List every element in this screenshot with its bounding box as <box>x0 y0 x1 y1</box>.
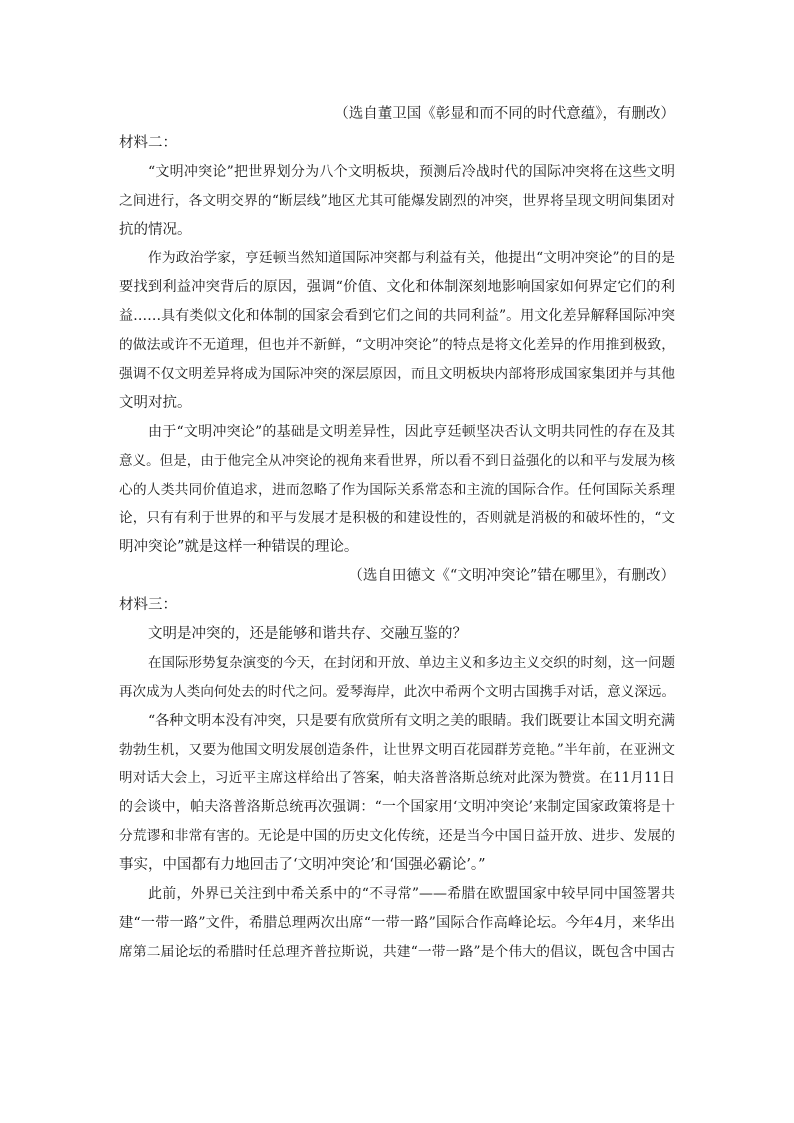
paragraph-line: “各种文明本没有冲突，只是要有欣赏所有文明之美的眼睛。我们既要让本国文明充满 <box>148 712 675 729</box>
paragraph-line: 作为政治学家，亨廷顿当然知道国际冲突都与利益有关，他提出“文明冲突论”的目的是 <box>148 250 675 267</box>
source-citation: （选自田德文《“文明冲突论”错在哪里》，有删改） <box>348 568 675 585</box>
paragraph-line: 强调不仅文明差异将成为国际冲突的深层原因，而且文明板块内部将形成国家集团并与其他 <box>119 366 675 383</box>
paragraph-line: 益……具有类似文化和体制的国家会看到它们之间的共同利益”。用文化差异解释国际冲突 <box>119 308 675 325</box>
section-heading: 材料二： <box>119 134 177 151</box>
paragraph-line: 事实，中国都有力地回击了‘文明冲突论’和‘国强必霸论’。” <box>119 857 486 874</box>
paragraph-line: 由于“文明冲突论”的基础是文明差异性，因此亨廷顿坚决否认文明共同性的存在及其 <box>148 423 675 440</box>
paragraph-line: 要找到利益冲突背后的原因，强调“价值、文化和体制深刻地影响国家如何界定它们的利 <box>119 279 675 296</box>
paragraph-line: 勃勃生机，又要为他国文明发展创造条件，让世界文明百花园群芳竞艳。”半年前，在亚洲文 <box>119 741 675 758</box>
paragraph-line: 心的人类共同价值追求，进而忽略了作为国际关系常态和主流的国际合作。任何国际关系理 <box>119 481 675 498</box>
paragraph-line: 此前，外界已关注到中希关系中的“不寻常”——希腊在欧盟国家中较早同中国签署共 <box>148 886 675 903</box>
paragraph-line: 明冲突论”就是这样一种错误的理论。 <box>119 539 359 556</box>
paragraph-line: 建“一带一路”文件，希腊总理两次出席“一带一路”国际合作高峰论坛。今年4月，来华出 <box>119 914 675 931</box>
paragraph-line: 论，只有有利于世界的和平与发展才是积极的和建设性的，否则就是消极的和破坏性的，“文 <box>119 510 675 527</box>
paragraph-line: 分荒谬和非常有害的。无论是中国的历史文化传统，还是当今中国日益开放、进步、发展的 <box>119 828 675 845</box>
paragraph-line: 席第二届论坛的希腊时任总理齐普拉斯说，共建“一带一路”是个伟大的倡议，既包含中国古 <box>119 943 675 960</box>
paragraph-line: 明对话大会上，习近平主席这样给出了答案，帕夫洛普洛斯总统对此深为赞赏。在11月11日 <box>119 770 675 787</box>
paragraph-line: 的会谈中，帕夫洛普洛斯总统再次强调：“一个国家用‘文明冲突论’来制定国家政策将是十 <box>119 799 675 816</box>
paragraph-line: 之间进行，各文明交界的“断层线”地区尤其可能爆发剧烈的冲突，世界将呈现文明间集团对 <box>119 192 675 209</box>
source-citation: （选自董卫国《彰显和而不同的时代意蕴》，有删改） <box>334 106 675 122</box>
paragraph-line: 的做法或许不无道理，但也并不新鲜，“文明冲突论”的特点是将文化差异的作用推到极致， <box>119 337 675 354</box>
paragraph-line: 文明对抗。 <box>119 394 192 411</box>
paragraph-line: 在国际形势复杂演变的今天，在封闭和开放、单边主义和多边主义交织的时刻，这一问题 <box>148 654 675 671</box>
paragraph-line: 抗的情况。 <box>119 221 192 238</box>
document-page <box>119 100 675 967</box>
paragraph-line: “文明冲突论”把世界划分为八个文明板块，预测后冷战时代的国际冲突将在这些文明 <box>148 163 675 180</box>
section-heading: 材料三： <box>119 597 177 614</box>
paragraph-line: 再次成为人类向何处去的时代之问。爱琴海岸，此次中希两个文明古国携手对话，意义深远。 <box>119 683 675 700</box>
paragraph-line: 意义。但是，由于他完全从冲突论的视角来看世界，所以看不到日益强化的以和平与发展为核 <box>119 452 675 469</box>
paragraph-line: 文明是冲突的，还是能够和谐共存、交融互鉴的？ <box>148 626 467 643</box>
